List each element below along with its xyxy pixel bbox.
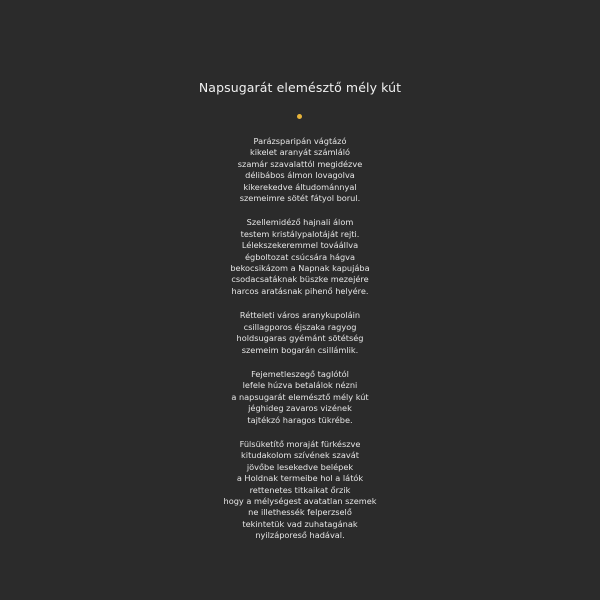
poem-line: a napsugarát elemésztő mély kút: [231, 391, 369, 402]
poem-line: kikelet aranyát számláló: [249, 147, 351, 158]
ornament-dot-icon: [297, 114, 302, 119]
stanza-1: [0, 136, 600, 204]
poem-line: ne illethessék felperzselő: [248, 507, 352, 518]
poem-line: égboltozat csúcsára hágva: [244, 251, 356, 262]
stanza-4: [0, 369, 600, 426]
poem-line: Lélekszekeremmel továállva: [241, 240, 359, 251]
poem-line: kikerekedve áltudománnyal: [243, 181, 357, 192]
poem-line: hogy a mélységest avatatlan szemek: [223, 495, 377, 506]
poem-line: csillagporos éjszaka ragyog: [243, 321, 357, 332]
poem-line: szemeim bogarán csillámlik.: [241, 344, 359, 355]
poem-line: szemeimre sötét fátyol borul.: [239, 193, 361, 204]
poem-line: szamár szavalattól megidézve: [237, 158, 363, 169]
poem-line: harcos aratásnak pihenő helyére.: [231, 285, 369, 296]
poem-line: nyilzáporeső hadával.: [255, 530, 345, 541]
poem-line: testem kristálypalotáját rejti.: [240, 228, 360, 239]
poem-line: tekintetük vad zuhatagának: [242, 518, 358, 529]
poem-line: délibábos álmon lovagolva: [245, 170, 355, 181]
poem-line: Fülsüketítő moraját fürkészve: [239, 438, 361, 449]
poem-line: Rétteleti város aranykupoláin: [239, 310, 361, 321]
poem-line: lefele húzva betalálok nézni: [242, 380, 358, 391]
poem-line: bekocsikázom a Napnak kapujába: [230, 263, 370, 274]
poem-line: Fejemetleszegő taglótól: [251, 368, 349, 379]
poem-line: kitudakolom szívének szavát: [241, 450, 359, 461]
poem-line: rettenetes titkaikat őrzik: [249, 484, 351, 495]
stanza-3: [0, 310, 600, 356]
stanza-2: [0, 217, 600, 297]
poem-body: [0, 136, 600, 555]
poem-line: a Holdnak termeibe hol a látók: [236, 473, 364, 484]
poem-line: holdsugaras gyémánt sötétség: [236, 333, 364, 344]
poem-line: csodacsatáknak büszke mezejére: [231, 274, 369, 285]
poem-line: Szellemidéző hajnali álom: [246, 217, 354, 228]
poem-line: Parázsparipán vágtázó: [253, 136, 347, 146]
poem-line: jövőbe lesekedve belépek: [246, 461, 354, 472]
stanza-5: [0, 439, 600, 542]
poem-line: tajtékzó haragos tükrébe.: [247, 414, 353, 425]
poem-line: jéghideg zavaros vizének: [248, 403, 352, 414]
poem-title: Napsugarát elemésztő mély kút: [198, 80, 402, 95]
